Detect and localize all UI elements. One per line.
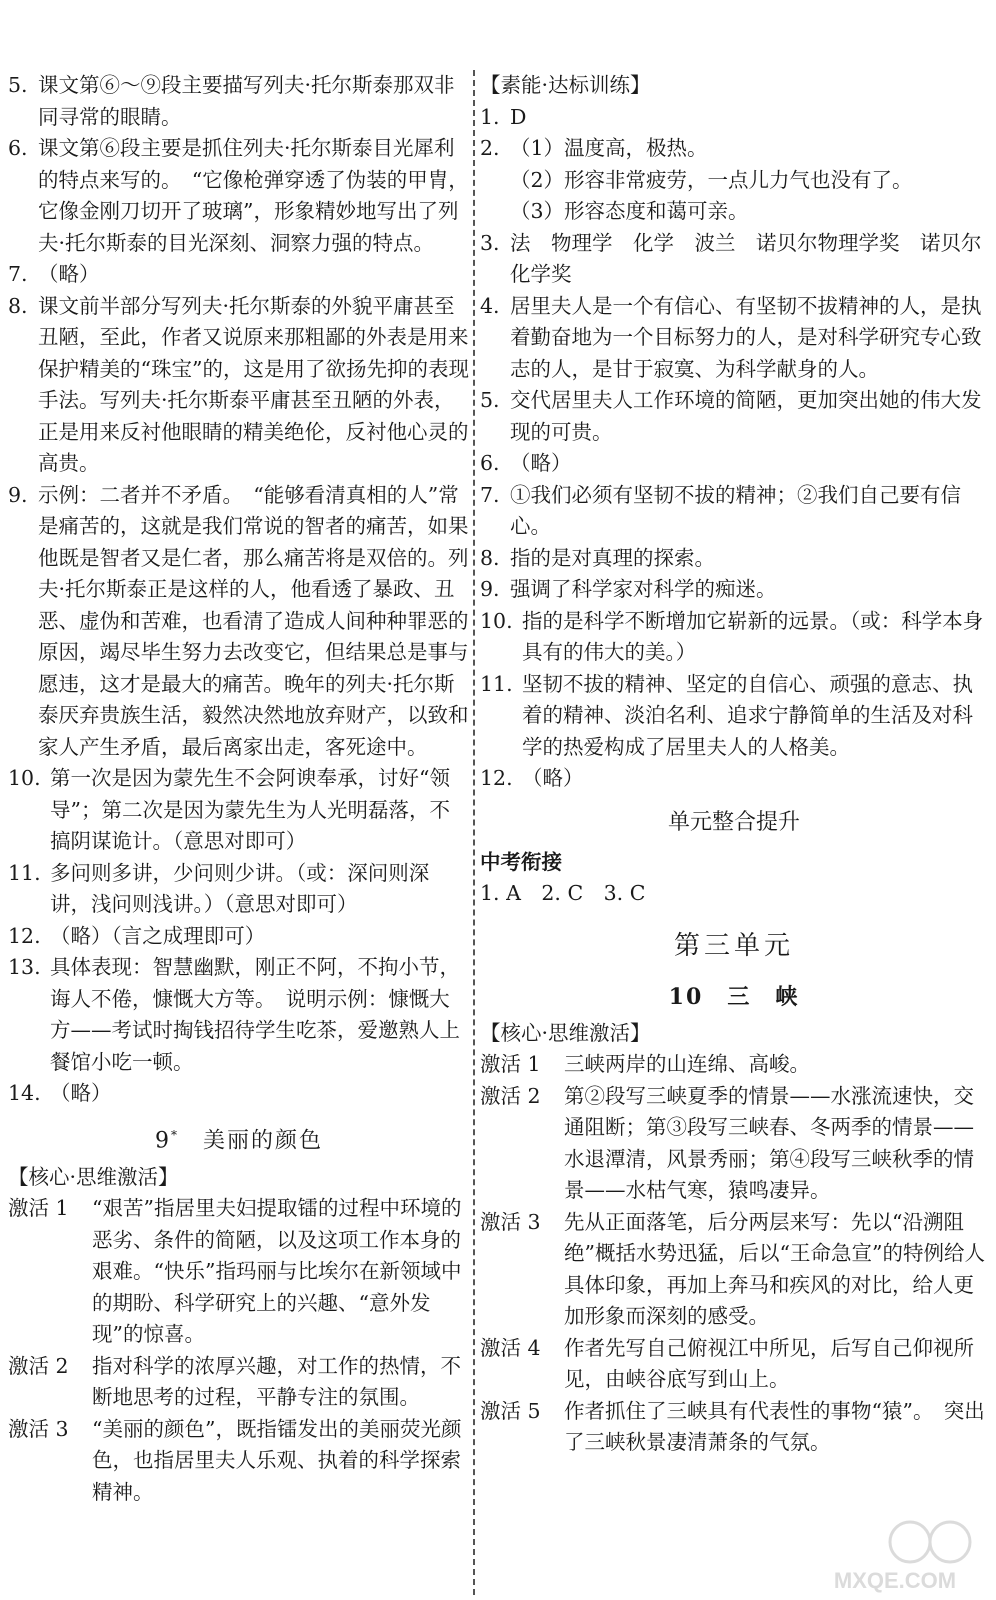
answer-number: 3. [480, 230, 500, 255]
answer-text: （略） [522, 766, 584, 790]
answer-item [8, 763, 470, 858]
activation-label: 激活 1 [8, 1196, 69, 1221]
answer-item [480, 574, 988, 606]
exam-answers: 1. A 2. C 3. C [480, 881, 646, 905]
activation-item [8, 1414, 470, 1509]
answer-text: ①我们必须有坚韧不拔的精神；②我们自己要有信心。 [510, 482, 961, 538]
answer-text: 第一次是因为蒙先生不会阿谀奉承，讨好“领导”；第二次是因为蒙先生为人光明磊落，不搞阴谋诡计。（意思对即可） [50, 766, 450, 853]
answer-number: 7. [8, 262, 28, 286]
answer-item [8, 133, 470, 259]
activation-label: 激活 5 [480, 1398, 541, 1423]
lesson-10-title [480, 976, 988, 1018]
answer-text: D [510, 104, 527, 129]
answer-text: 居里夫人是一个有信心、有坚韧不拔精神的人，是执着勤奋地为一个目标努力的人，是对科学研究专心致志的人，是甘于寂寞、为科学献身的人。 [510, 293, 982, 381]
answer-number: 11. [480, 671, 513, 696]
left-column [8, 70, 470, 1508]
answer-number: 13. [8, 955, 41, 979]
answer-number: 4. [480, 293, 500, 318]
activation-text: 三峡两岸的山连绵、高峻。 [564, 1052, 810, 1076]
answer-text: 多问则多讲，少问则少讲。（或：深问则深讲，浅问则浅讲。）（意思对即可） [50, 860, 430, 916]
answer-item [480, 763, 988, 795]
answer-text: 交代居里夫人工作环境的简陋，更加突出她的伟大发现的可贵。 [510, 388, 982, 444]
answer-item [8, 291, 470, 480]
answer-number: 10. [480, 608, 513, 633]
unit-title: 第三单元 [673, 930, 794, 961]
answer-item [480, 480, 988, 543]
answer-item [480, 228, 988, 291]
activation-item [480, 1049, 988, 1081]
answer-item [480, 669, 988, 764]
activation-item [8, 1351, 470, 1414]
left-answer-list [8, 70, 470, 1110]
left-activation-list [8, 1193, 470, 1508]
exam-link-heading: 中考衔接 [480, 849, 562, 874]
answer-text: 课文第⑥段主要是抓住列夫·托尔斯泰目光犀利的特点来写的。 “它像枪弹穿透了伪装的甲胄，它像金刚刀切开了玻璃”，形象精妙地写出了列夫·托尔斯泰的目光深刻、洞察力强的特点。 [38, 136, 469, 255]
answer-number: 5. [480, 388, 500, 412]
answer-text: （略） [38, 262, 100, 286]
watermark-logo [800, 1516, 990, 1596]
answer-text [510, 133, 988, 228]
activation-text: 指对科学的浓厚兴趣，对工作的热情，不断地思考的过程，平静专注的氛围。 [92, 1353, 461, 1410]
answer-number: 11. [8, 860, 41, 885]
svg-text:MXQE.COM: MXQE.COM [833, 1568, 957, 1593]
answer-item [8, 1078, 470, 1110]
lesson-10-number: 10 [668, 983, 704, 1010]
activation-label: 激活 1 [480, 1052, 541, 1076]
right-activation-list [480, 1049, 988, 1459]
answer-number: 2. [480, 136, 500, 160]
answer-text: 课文前半部分写列夫·托尔斯泰的外貌平庸甚至丑陋，至此，作者又说原来那粗鄙的外表是用来保护精美的“珠宝”的，这是用了欲扬先抑的表现手法。写列夫·托尔斯泰平庸甚至丑陋的外表，正是用来反衬他眼睛的精美绝伦，反衬他心灵的高贵。 [38, 293, 469, 475]
answer-item [480, 291, 988, 386]
answer-number: 7. [480, 482, 500, 507]
lesson-9-number: 9 [154, 1127, 171, 1153]
activation-item [480, 1207, 988, 1333]
answer-number: 6. [480, 451, 500, 475]
answer-number: 1. [480, 104, 500, 129]
answer-number: 12. [480, 766, 513, 790]
answer-item [480, 102, 988, 134]
answer-text: 示例：二者并不矛盾。 “能够看清真相的人”常是痛苦的，这就是我们常说的智者的痛苦，如果他既是智者又是仁者，那么痛苦将是双倍的。列夫·托尔斯泰正是这样的人，他看透了暴政、丑恶、虚伪和苦难，也看清了造成人间种种罪恶的原因，竭尽毕生努力去改变它，但结果总是事与愿违，这才是最大的痛苦。晚年的列夫·托尔斯泰厌弃贵族生活，毅然决然地放弃财产，以致和家人产生矛盾，最后离家出走，客死途中。 [38, 482, 469, 759]
activation-text: 作者先写自己俯视江中所见，后写自己仰视所见，由峡谷底写到山上。 [564, 1335, 974, 1391]
activation-item [480, 1081, 988, 1207]
answer-text: （略） [50, 1081, 112, 1105]
answer-subitem: （1）温度高，极热。 [510, 136, 708, 160]
answer-text: （略）（言之成理即可） [50, 923, 266, 948]
answer-item [8, 480, 470, 764]
section-train-heading: 【素能·达标训练】 [480, 73, 651, 97]
right-answer-list [480, 102, 988, 795]
answer-text: 强调了科学家对科学的痴迷。 [510, 577, 777, 601]
activation-item [480, 1333, 988, 1396]
right-column [480, 70, 988, 1459]
answer-number: 9. [480, 577, 500, 601]
answer-text: 指的是科学不断增加它崭新的远景。（或：科学本身具有的伟大的美。） [522, 608, 984, 664]
activation-text: “美丽的颜色”，既指镭发出的美丽荧光颜色，也指居里夫人乐观、执着的科学探索精神。 [92, 1416, 462, 1504]
section-core-heading-right: 【核心·思维激活】 [480, 1020, 651, 1045]
answer-number: 9. [8, 482, 28, 507]
activation-label: 激活 4 [480, 1335, 541, 1360]
answer-text: 坚韧不拔的精神、坚定的自信心、顽强的意志、执着的精神、淡泊名利、追求宁静简单的生活及对科学的热爱构成了居里夫人的人格美。 [522, 671, 973, 759]
activation-text: “艰苦”指居里夫妇提取镭的过程中环境的恶劣、条件的简陋，以及这项工作本身的艰难。“快乐”指玛丽与比埃尔在新领域中的期盼、科学研究上的兴趣、“意外发现”的惊喜。 [92, 1196, 462, 1347]
column-divider [473, 70, 475, 1595]
activation-text: 第②段写三峡夏季的情景——水涨流速快，交通阻断；第③段写三峡春、冬两季的情景——水退潭清，风景秀丽；第④段写三峡秋季的情景——水枯气寒，猿鸣凄异。 [564, 1083, 974, 1202]
answer-number: 8. [480, 545, 500, 570]
answer-item [480, 133, 988, 228]
answer-number: 5. [8, 73, 28, 97]
lesson-9-title [8, 1114, 470, 1162]
activation-label: 激活 2 [8, 1353, 69, 1378]
answer-item [480, 385, 988, 448]
answer-text: 法 物理学 化学 波兰 诺贝尔物理学奖 诺贝尔化学奖 [510, 230, 982, 286]
answer-text: （略） [510, 451, 572, 475]
activation-label: 激活 3 [480, 1209, 541, 1234]
answer-item [480, 543, 988, 575]
answer-number: 8. [8, 293, 28, 318]
lesson-9-mark: * [170, 1127, 179, 1142]
activation-label: 激活 3 [8, 1416, 69, 1441]
lesson-10-name: 三 峡 [727, 983, 800, 1010]
answer-subitem: （2）形容非常疲劳，一点儿力气也没有了。 [510, 167, 913, 192]
activation-text: 作者抓住了三峡具有代表性的事物“猿”。 突出了三峡秋景凄清萧条的气氛。 [564, 1398, 985, 1454]
lesson-9-name: 美丽的颜色 [203, 1127, 324, 1153]
answer-text: 指的是对真理的探索。 [510, 545, 715, 570]
answer-item [8, 952, 470, 1078]
answer-item [8, 259, 470, 291]
activation-label: 激活 2 [480, 1083, 541, 1108]
activation-item [8, 1193, 470, 1351]
answer-item [8, 921, 470, 953]
answer-item [8, 858, 470, 921]
answer-subitem: （3）形容态度和蔼可亲。 [510, 199, 749, 223]
activation-text: 先从正面落笔，后分两层来写：先以“沿溯阻绝”概括水势迅猛，后以“王命急宣”的特例给人具体印象，再加上奔马和疾风的对比，给人更加形象而深刻的感受。 [564, 1209, 985, 1328]
activation-item [480, 1396, 988, 1459]
answer-number: 6. [8, 136, 28, 160]
answer-text: 课文第⑥～⑨段主要描写列夫·托尔斯泰那双非同寻常的眼睛。 [38, 73, 455, 129]
answer-number: 14. [8, 1081, 41, 1105]
answer-item [480, 448, 988, 480]
answer-text: 具体表现：智慧幽默，刚正不阿，不拘小节，诲人不倦，慷慨大方等。 说明示例：慷慨大方——考试时掏钱招待学生吃茶，爱邀熟人上餐馆小吃一顿。 [50, 955, 460, 1074]
section-core-heading: 【核心·思维激活】 [8, 1164, 179, 1189]
answer-number: 10. [8, 766, 41, 790]
answer-item [480, 606, 988, 669]
answer-number: 12. [8, 923, 41, 948]
answer-item [8, 70, 470, 133]
unit-review-heading: 单元整合提升 [667, 809, 800, 835]
